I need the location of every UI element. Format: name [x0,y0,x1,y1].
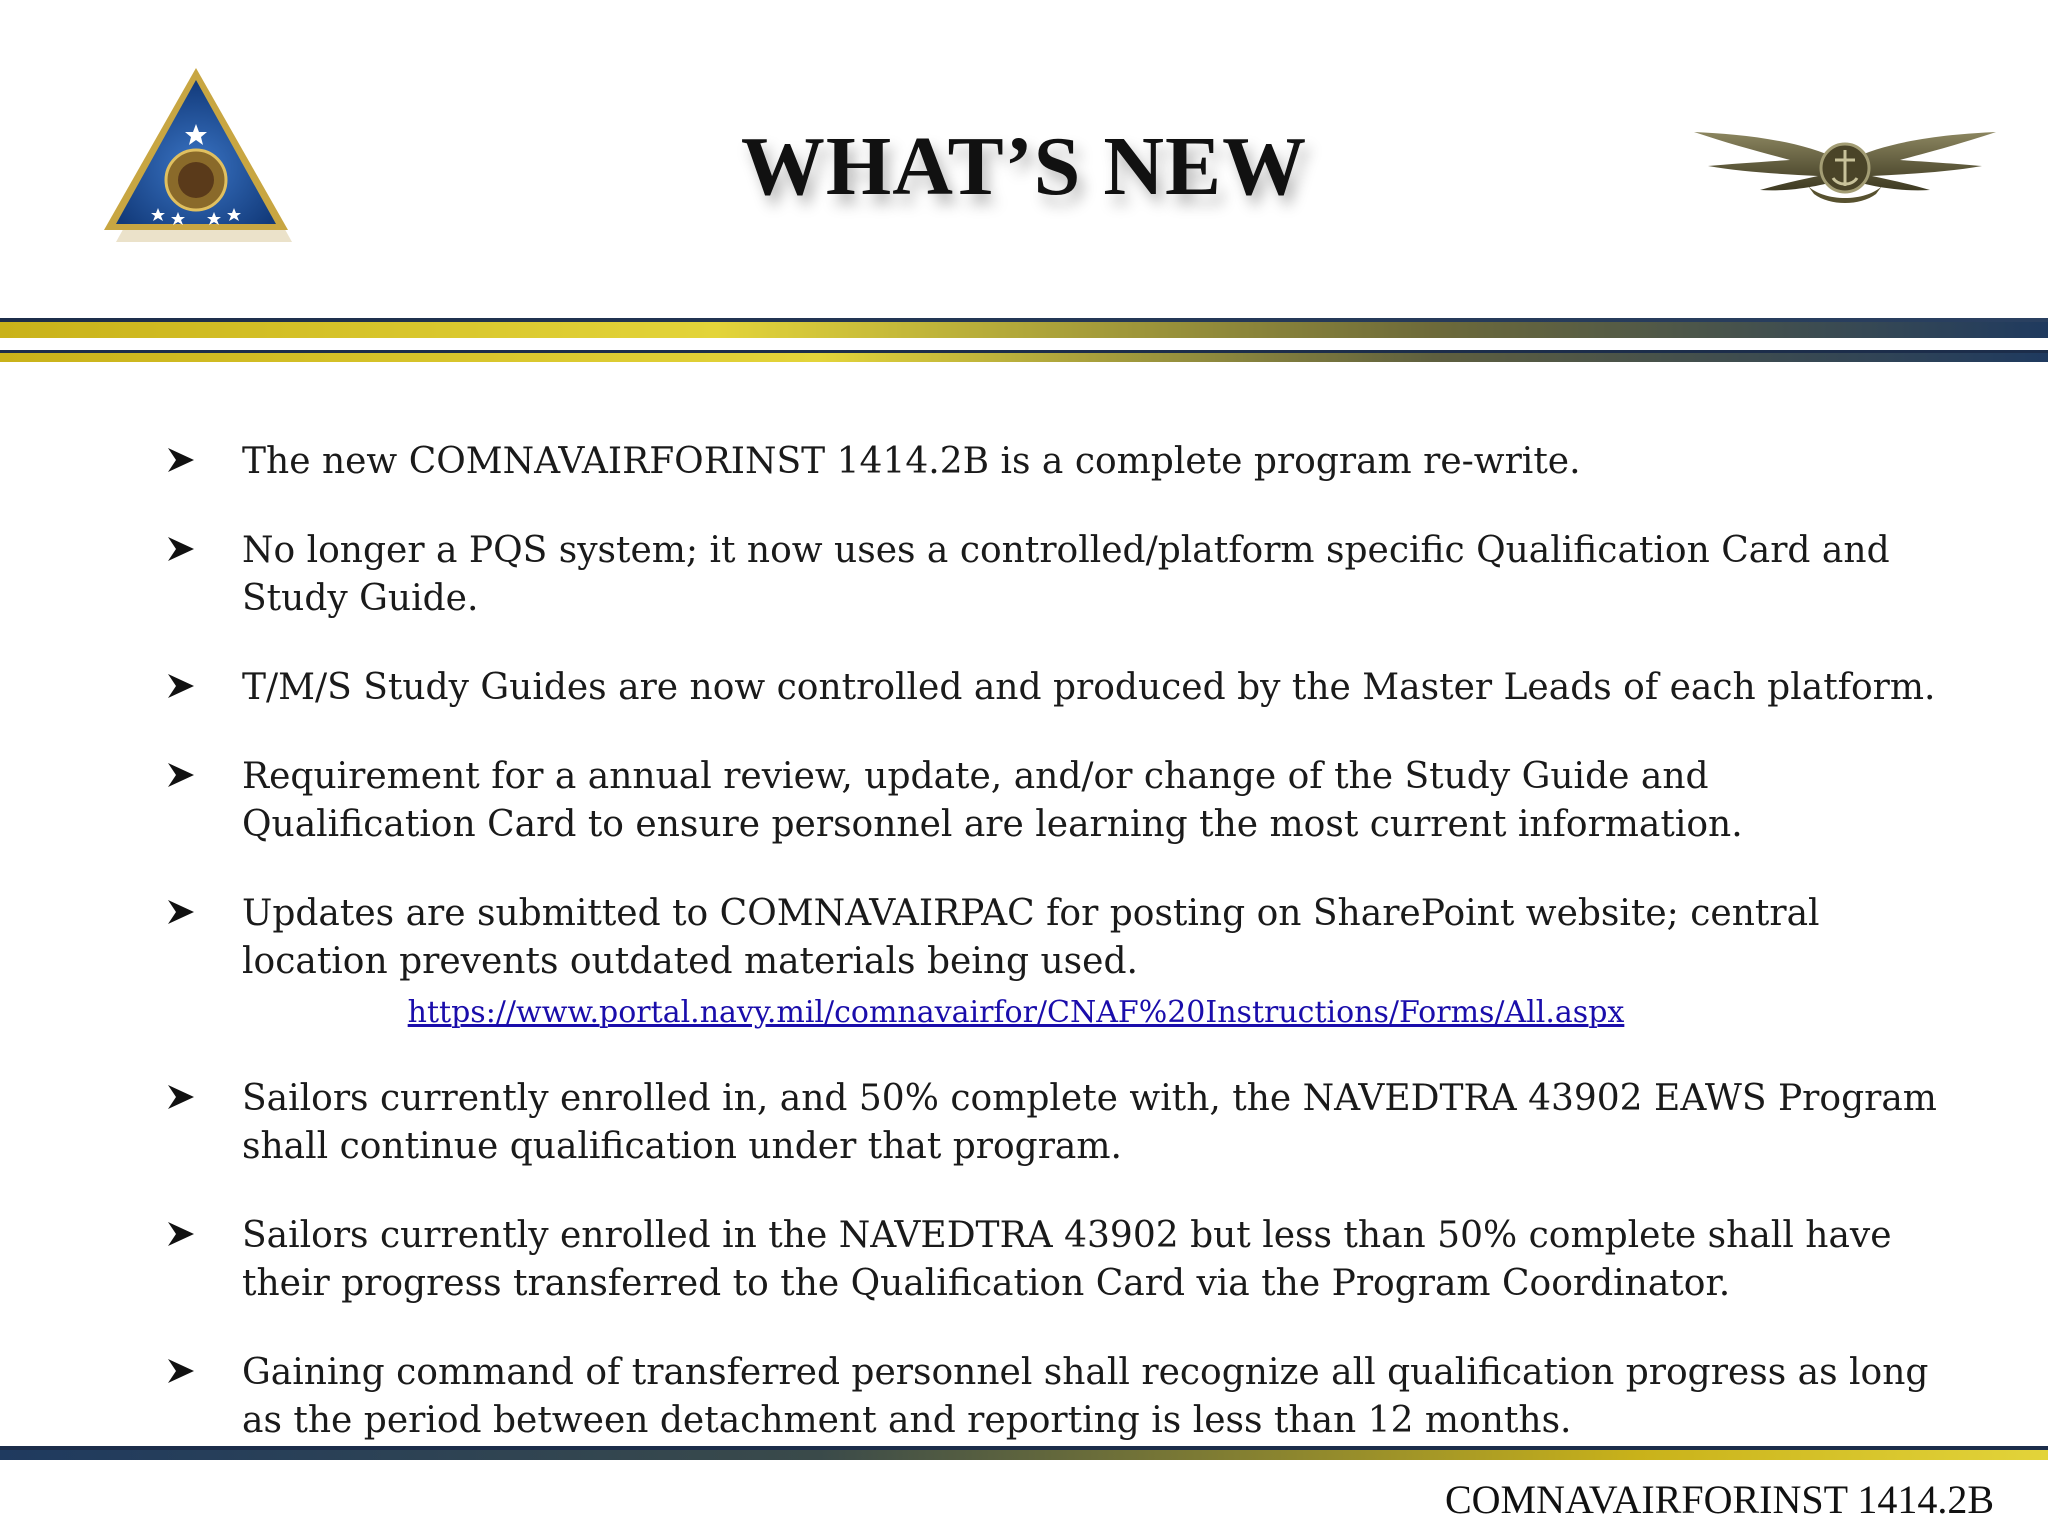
list-item [160,664,1940,712]
bullet-text: T/M/S Study Guides are now controlled and produced by the Master Leads of each platform. [242,667,1936,708]
slide-title: WHAT’S NEW [740,120,1308,213]
right-arrowhead-icon [168,1083,196,1111]
header-divider-lower [0,350,2048,362]
right-arrowhead-icon [168,1220,196,1248]
list-item [160,438,1940,486]
slide-header [0,0,2048,330]
list-item [160,753,1940,849]
bullet-text: Sailors currently enrolled in, and 50% complete with, the NAVEDTRA 43902 EAWS Program shall continue qualification under that program. [242,1078,1937,1167]
sharepoint-link[interactable]: https://www.portal.navy.mil/comnavairfor/CNAF%20Instructions/Forms/All.aspx [407,995,1625,1030]
bullet-text: Gaining command of transferred personnel shall recognize all qualification progress as long as the period between detachment and reporting is less than 12 months. [242,1352,1929,1441]
header-divider-upper [0,318,2048,338]
list-item [160,890,1940,1034]
right-arrowhead-icon [168,1357,196,1385]
right-arrowhead-icon [168,535,196,563]
bullet-text: Sailors currently enrolled in the NAVEDTRA 43902 but less than 50% complete shall have their progress transferred to the Qualification Card via the Program Coordinator. [242,1215,1892,1304]
list-item [160,1212,1940,1308]
list-item [160,527,1940,623]
list-item [160,1075,1940,1171]
footer-divider [0,1446,2048,1460]
right-arrowhead-icon [168,672,196,700]
right-arrowhead-icon [168,761,196,789]
bullet-list [160,438,1940,1486]
bullet-text: The new COMNAVAIRFORINST 1414.2B is a complete program re-write. [242,441,1581,482]
list-item [160,1349,1940,1445]
right-arrowhead-icon [168,446,196,474]
wings-insignia-icon [1690,120,2000,220]
bullet-text: Requirement for a annual review, update, and/or change of the Study Guide and Qualification Card to ensure personnel are learning the most current information. [242,756,1743,845]
bullet-text: No longer a PQS system; it now uses a controlled/platform specific Qualification Card and Study Guide. [242,530,1890,619]
right-arrowhead-icon [168,898,196,926]
bullet-text: Updates are submitted to COMNAVAIRPAC for posting on SharePoint website; central location prevents outdated materials being used. [242,893,1820,982]
footer-instruction-id: COMNAVAIRFORINST 1414.2B [1444,1477,1994,1522]
